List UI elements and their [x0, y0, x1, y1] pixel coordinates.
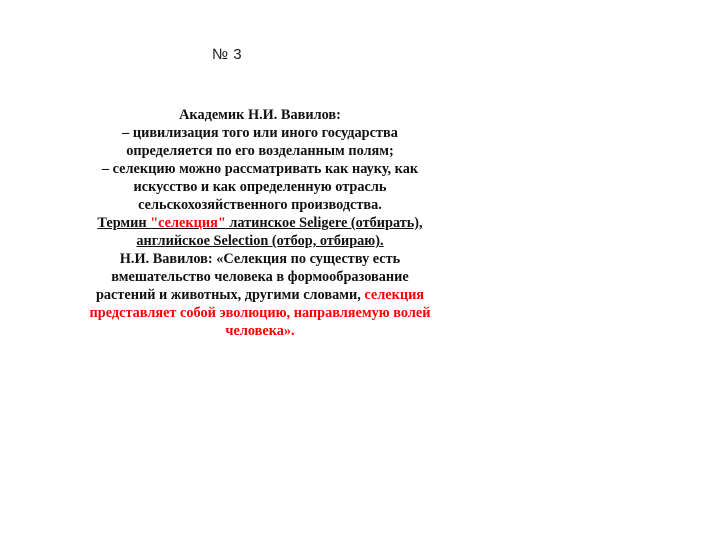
text-line-highlight: представляет собой эволюцию, направляемую волей — [89, 305, 431, 321]
body-text — [60, 106, 460, 340]
slide-number: № 3 — [212, 46, 243, 63]
text-line-term — [60, 214, 460, 232]
text-line: вмешательство человека в формообразование — [111, 269, 409, 285]
text-line-highlight: человека». — [225, 323, 295, 339]
term-highlight: "селекция" — [150, 215, 226, 231]
text-line: определяется по его возделанным полям; — [126, 143, 394, 159]
quote-prefix: растений и животных, другими словами, — [95, 287, 365, 303]
text-line-heading: Академик Н.И. Вавилов: — [179, 107, 341, 123]
text-line: – цивилизация того или иного государства — [122, 125, 398, 141]
text-line: сельскохозяйственного производства. — [138, 197, 382, 213]
term-suffix: латинское Seligere (отбирать), — [225, 215, 423, 231]
text-line: – селекцию можно рассматривать как науку, как — [101, 161, 419, 177]
text-line — [60, 286, 460, 304]
term-prefix: Термин — [97, 215, 151, 231]
text-line: искусство и как определенную отрасль — [133, 179, 387, 195]
quote-highlight: селекция — [364, 287, 425, 303]
text-line-quote: Н.И. Вавилов: «Селекция по существу есть — [119, 251, 401, 267]
text-line-english: английское Selection (отбор, отбираю). — [136, 233, 384, 249]
